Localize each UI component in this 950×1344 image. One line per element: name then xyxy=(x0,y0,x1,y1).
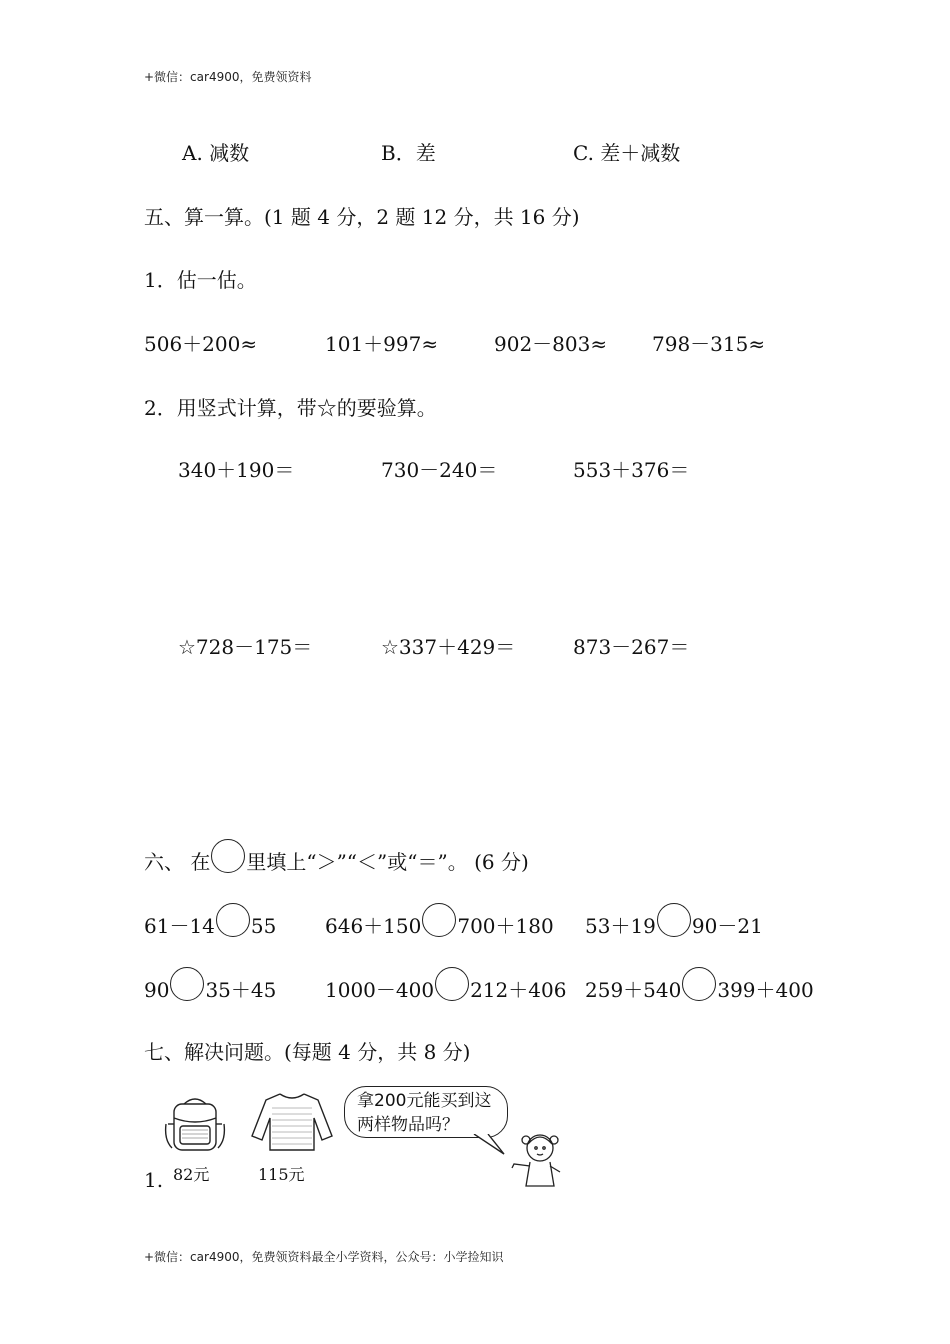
section-5-q1-title: 1．估一估。 xyxy=(144,268,257,292)
compare-right: 212＋406 xyxy=(470,978,567,1002)
compare-item xyxy=(585,910,763,945)
header-note: +微信：car4900，免费领资料 xyxy=(144,70,312,84)
compare-left: 53＋19 xyxy=(585,914,656,938)
vertical-calc-item: 553＋376＝ xyxy=(573,458,690,482)
vertical-calc-item: 340＋190＝ xyxy=(178,458,295,482)
circle-blank-icon xyxy=(211,839,245,873)
section-5-title: 五、算一算。(1 题 4 分，2 题 12 分，共 16 分) xyxy=(144,205,580,229)
compare-circle[interactable] xyxy=(657,903,691,937)
speech-line: 拿200元能买到这 xyxy=(357,1091,492,1111)
vertical-calc-item: 873－267＝ xyxy=(573,635,690,659)
choice-a: A. 减数 xyxy=(182,141,250,165)
choice-c: C. 差＋减数 xyxy=(573,141,681,165)
compare-right: 90－21 xyxy=(691,914,763,938)
estimate-item: 101＋997≈ xyxy=(325,332,439,356)
compare-left: 646＋150 xyxy=(325,914,422,938)
vertical-calc-item: ☆728－175＝ xyxy=(178,635,313,659)
section-7-title: 七、解决问题。(每题 4 分，共 8 分) xyxy=(144,1040,471,1064)
compare-circle[interactable] xyxy=(435,967,469,1001)
compare-right: 700＋180 xyxy=(457,914,554,938)
compare-circle[interactable] xyxy=(170,967,204,1001)
compare-circle[interactable] xyxy=(422,903,456,937)
compare-left: 90 xyxy=(144,978,170,1002)
speech-bubble xyxy=(344,1086,508,1138)
compare-item xyxy=(144,910,276,945)
speech-line: 两样物品吗？ xyxy=(357,1115,459,1135)
compare-item xyxy=(585,974,814,1009)
vertical-calc-item: 730－240＝ xyxy=(381,458,498,482)
sweater-icon xyxy=(248,1088,336,1154)
compare-left: 259＋540 xyxy=(585,978,682,1002)
estimate-item: 798－315≈ xyxy=(652,332,766,356)
girl-character-icon xyxy=(508,1130,568,1192)
sweater-price: 115元 xyxy=(258,1165,305,1184)
choice-b: B．差 xyxy=(381,141,436,165)
speech-bubble-tail-icon xyxy=(470,1134,510,1156)
compare-item xyxy=(325,974,566,1009)
backpack-price: 82元 xyxy=(173,1165,210,1184)
section-6-title-pre: 六、 在 xyxy=(144,850,211,874)
compare-item xyxy=(144,974,276,1009)
vertical-calc-item: ☆337＋429＝ xyxy=(381,635,516,659)
compare-item xyxy=(325,910,554,945)
section-6-title-post: 里填上“＞”“＜”或“＝”。 (6 分) xyxy=(246,850,529,874)
compare-right: 399＋400 xyxy=(717,978,814,1002)
compare-left: 1000－400 xyxy=(325,978,435,1002)
estimate-item: 506＋200≈ xyxy=(144,332,258,356)
footer-note: +微信：car4900，免费领资料最全小学资料，公众号：小学捡知识 xyxy=(144,1250,504,1264)
compare-circle[interactable] xyxy=(216,903,250,937)
compare-left: 61－14 xyxy=(144,914,215,938)
compare-right: 35＋45 xyxy=(205,978,277,1002)
compare-right: 55 xyxy=(250,914,277,938)
backpack-icon xyxy=(160,1094,230,1156)
estimate-item: 902－803≈ xyxy=(494,332,608,356)
section-7-q1-number: 1. xyxy=(144,1168,164,1192)
section-6-title xyxy=(144,846,529,881)
compare-circle[interactable] xyxy=(682,967,716,1001)
section-5-q2-title: 2．用竖式计算，带☆的要验算。 xyxy=(144,396,437,420)
